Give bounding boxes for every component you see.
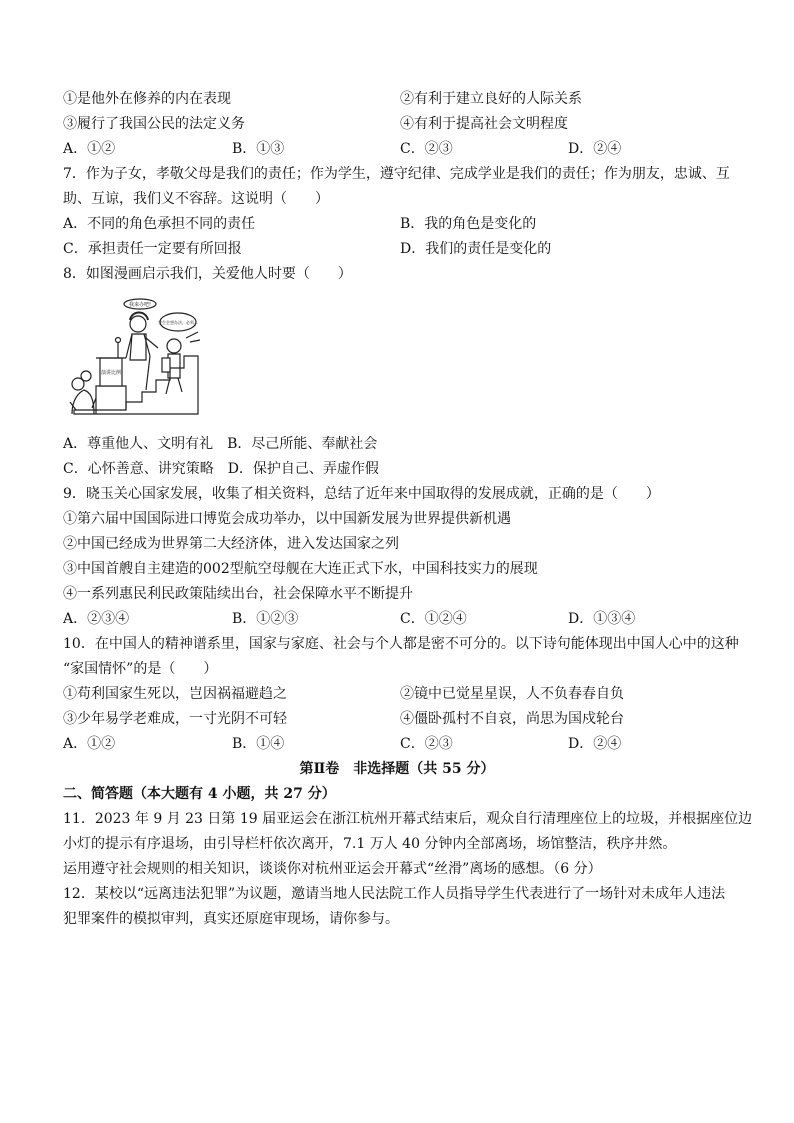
section-heading: 二、简答题（本大题有 4 小题，共 27 分） [63,786,336,802]
q8-options-cd: C．心怀善意、讲究策略 D．保护自己、弄虚作假 [63,461,379,477]
q10-statement-1: ①苟利国家生死以，岂因祸福避趋之 [63,686,287,702]
q9-statement-2: ②中国已经成为世界第二大经济体，进入发达国家之列 [63,536,399,552]
q11-line-3: 运用遵守社会规则的相关知识，谈谈你对杭州亚运会开幕式“丝滑”离场的感想。（6 分） [63,861,602,877]
q10-statement-2: ②镜中已觉星星误，人不负春春自负 [400,686,624,702]
q10-statement-4: ④僵卧孤村不自哀，尚思为国戍轮台 [400,711,624,727]
q9-option-b: B．①②③ [232,611,299,627]
q8-cartoon-image [66,298,202,416]
part-2-title: 第Ⅱ卷 非选择题（共 55 分） [299,761,495,777]
cartoon-bubble-left: 我来办吧! [128,302,152,308]
q12-line-2: 犯罪案件的模拟审判，真实还原庭审现场，请你参与。 [63,911,399,927]
q10-option-c: C．②③ [400,736,453,752]
q9-option-c: C．①②④ [400,611,467,627]
q7-option-d: D．我们的责任是变化的 [400,241,552,257]
q7-option-a: A．不同的角色承担不同的责任 [63,216,256,232]
q8-options-ab: A．尊重他人、文明有礼 B．尽己所能、奉献社会 [63,436,378,452]
q10-option-b: B．①④ [232,736,285,752]
q10-option-a: A．①② [63,736,116,752]
q12-line-1: 12．某校以“远离违法犯罪”为议题，邀请当地人民法院工作人员指导学生代表进行了一场针对未成年人违法 [63,886,726,902]
cartoon-bubble-right: 学生会想办法，必须… [158,320,198,325]
q7-option-c: C．承担责任一定要有所回报 [63,241,242,257]
q6-option-a: A．①② [63,141,116,157]
q9-statement-4: ④一系列惠民利民政策陆续出台，社会保障水平不断提升 [63,586,413,602]
q9-statement-3: ③中国首艘自主建造的002型航空母舰在大连正式下水，中国科技实力的展现 [63,561,538,577]
q7-stem-line-2: 助、互谅，我们义不容辞。这说明（ ） [63,191,329,207]
q9-stem: 9．晓玉关心国家发展，收集了相关资料，总结了近年来中国取得的发展成就，正确的是（ ） [63,486,660,502]
q8-stem: 8．如图漫画启示我们，关爱他人时要（ ） [63,266,352,282]
q6-statement-3: ③履行了我国公民的法定义务 [63,116,245,132]
q9-option-a: A．②③④ [63,611,130,627]
q10-stem-line-1: 10．在中国人的精神谱系里，国家与家庭、社会与个人都是密不可分的。以下诗句能体现出中国人心中的这种 [63,636,739,652]
q6-statement-2: ②有利于建立良好的人际关系 [400,91,582,107]
q6-option-d: D．②④ [568,141,622,157]
q11-line-1: 11．2023 年 9 月 23 日第 19 届亚运会在浙江杭州开幕式结束后，观众自行清理座位上的垃圾，并根据座位边 [63,811,753,827]
cartoon-podium-label: 演讲比例 [100,370,122,376]
q11-line-2: 小灯的提示有序退场，由引导栏杆依次离开，7.1 万人 40 分钟内全部离场，场馆整洁，秩序井然。 [63,836,677,852]
q7-stem-line-1: 7．作为子女，孝敬父母是我们的责任；作为学生，遵守纪律、完成学业是我们的责任；作为朋友，忠诚、互 [63,166,730,182]
q7-option-b: B．我的角色是变化的 [400,216,537,232]
q10-stem-line-2: “家国情怀”的是（ ） [63,661,218,677]
q6-option-b: B．①③ [232,141,285,157]
q10-option-d: D．②④ [568,736,622,752]
q6-option-c: C．②③ [400,141,453,157]
q6-statement-4: ④有利于提高社会文明程度 [400,116,568,132]
q6-statement-1: ①是他外在修养的内在表现 [63,91,231,107]
q9-statement-1: ①第六届中国国际进口博览会成功举办，以中国新发展为世界提供新机遇 [63,511,511,527]
q9-option-d: D．①③④ [568,611,636,627]
q10-statement-3: ③少年易学老难成，一寸光阴不可轻 [63,711,287,727]
